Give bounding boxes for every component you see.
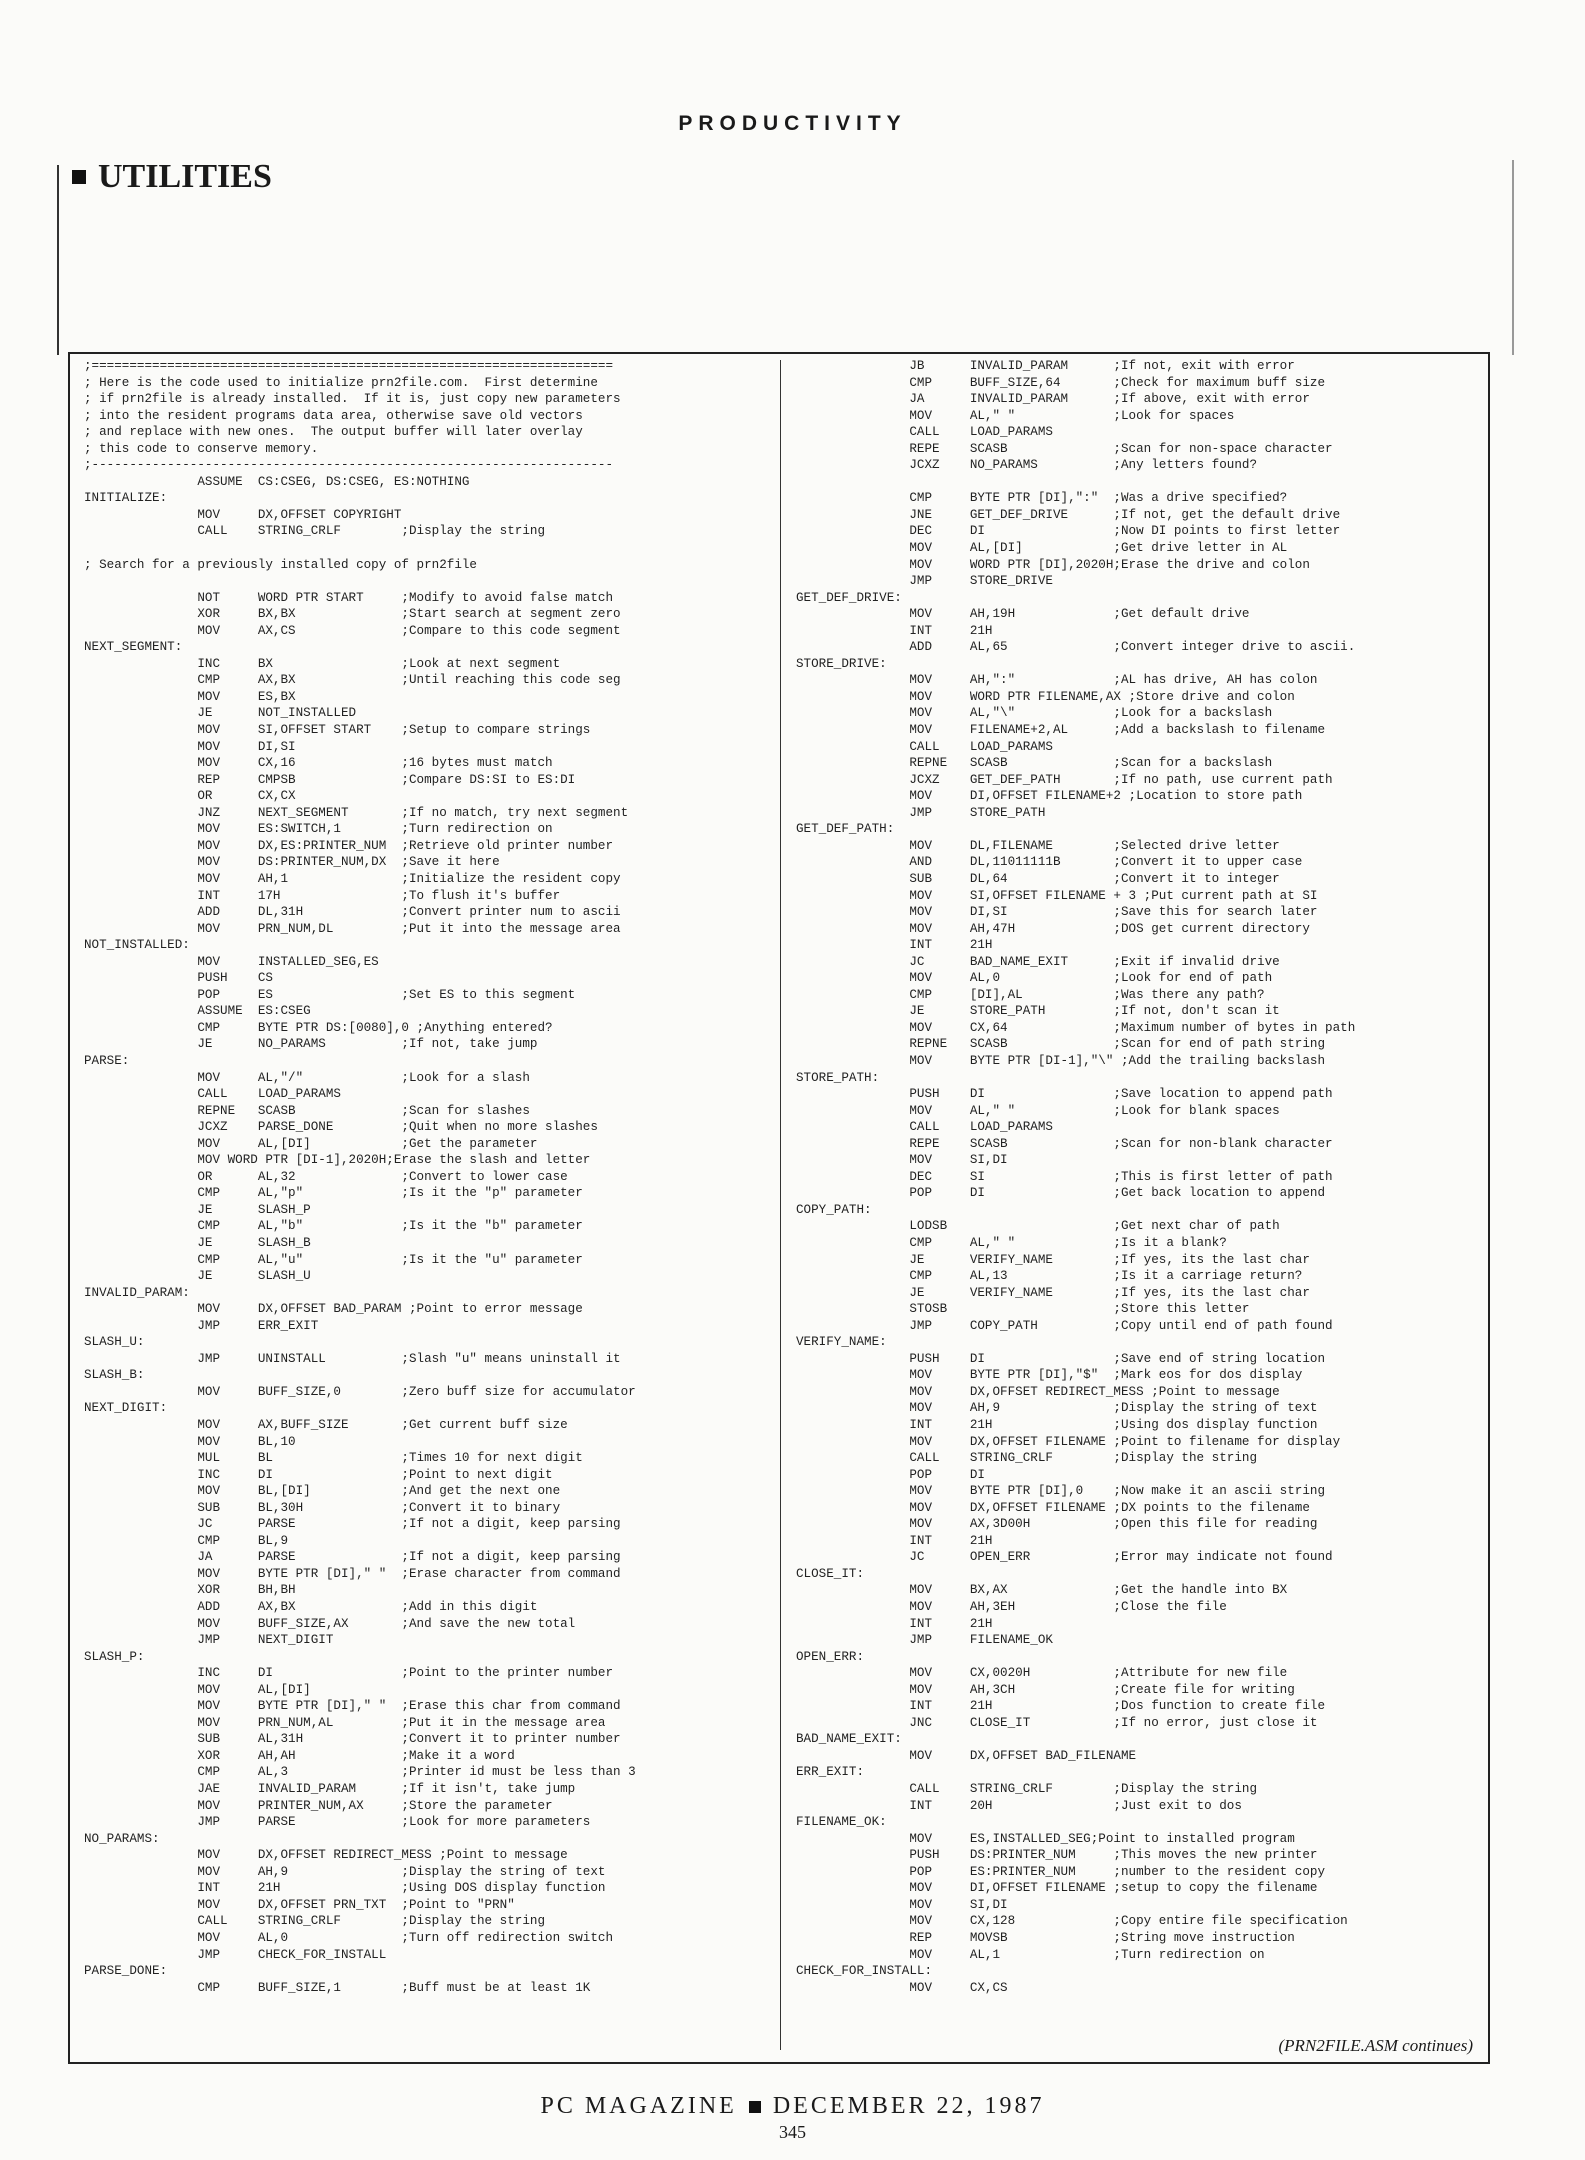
department-heading — [72, 158, 272, 196]
issue-date: DECEMBER 22, 1987 — [772, 2093, 1045, 2119]
magazine-name: PC MAGAZINE — [540, 2093, 737, 2119]
right-rule — [1512, 160, 1514, 355]
page-footer — [0, 2093, 1585, 2120]
column-divider — [780, 360, 781, 2050]
continues-note: (PRN2FILE.ASM continues) — [1278, 2036, 1473, 2055]
code-column-right: JB INVALID_PARAM ;If not, exit with error CMP BUFF_SIZE,64 ;Check for maximum buff size JA INVALID_PARAM ;If above, exit with error MOV AL," " ;Look for spaces CALL LOAD_PARAMS REPE SCASB ;Scan for non-space character JCXZ NO_PARAMS ;Any letters found? CMP BYTE PTR [DI],":" ;Was a drive specified? JNE GET_DEF_DRIVE ;If not, get the default drive DEC DI ;Now DI points to first letter MOV AL,[DI] ;Get drive letter in AL MOV WORD PTR [DI],2020H;Erase the drive and colon JMP STORE_DRIVE GET_DEF_DRIVE: MOV AH,19H ;Get default drive INT 21H ADD AL,65 ;Convert integer drive to ascii. STORE_DRIVE: MOV AH,":" ;AL has drive, AH has colon MOV WORD PTR FILENAME,AX ;Store drive and colon MOV AL,"\" ;Look for a backslash MOV FILENAME+2,AL ;Add a backslash to filename CALL LOAD_PARAMS REPNE SCASB ;Scan for a backslash JCXZ GET_DEF_PATH ;If no path, use current path MOV DI,OFFSET FILENAME+2 ;Location to store path JMP STORE_PATH GET_DEF_PATH: MOV DL,FILENAME ;Selected drive letter AND DL,11011111B ;Convert it to upper case SUB DL,64 ;Convert it to integer MOV SI,OFFSET FILENAME + 3 ;Put current path at SI MOV DI,SI ;Save this for search later MOV AH,47H ;DOS get current directory INT 21H JC BAD_NAME_EXIT ;Exit if invalid drive MOV AL,0 ;Look for end of path CMP [DI],AL ;Was there any path? JE STORE_PATH ;If not, don't scan it MOV CX,64 ;Maximum number of bytes in path REPNE SCASB ;Scan for end of path string MOV BYTE PTR [DI-1],"\" ;Add the trailing backslash STORE_PATH: PUSH DI ;Save location to append path MOV AL," " ;Look for blank spaces CALL LOAD_PARAMS REPE SCASB ;Scan for non-blank character MOV SI,DI DEC SI ;This is first letter of path POP DI ;Get back location to append COPY_PATH: LODSB ;Get next char of path CMP AL," " ;Is it a blank? JE VERIFY_NAME ;If yes, its the last char CMP AL,13 ;Is it a carriage return? JE VERIFY_NAME ;If yes, its the last char STOSB ;Store this letter JMP COPY_PATH ;Copy until end of path found VERIFY_NAME: PUSH DI ;Save end of string location MOV BYTE PTR [DI],"$" ;Mark eos for dos display MOV DX,OFFSET REDIRECT_MESS ;Point to message MOV AH,9 ;Display the string of text INT 21H ;Using dos display function MOV DX,OFFSET FILENAME ;Point to filename for display CALL STRING_CRLF ;Display the string POP DI MOV BYTE PTR [DI],0 ;Now make it an ascii string MOV DX,OFFSET FILENAME ;DX points to the filename MOV AX,3D00H ;Open this file for reading INT 21H JC OPEN_ERR ;Error may indicate not found CLOSE_IT: MOV BX,AX ;Get the handle into BX MOV AH,3EH ;Close the file INT 21H JMP FILENAME_OK OPEN_ERR: MOV CX,0020H ;Attribute for new file MOV AH,3CH ;Create file for writing INT 21H ;Dos function to create file JNC CLOSE_IT ;If no error, just close it BAD_NAME_EXIT: MOV DX,OFFSET BAD_FILENAME ERR_EXIT: CALL STRING_CRLF ;Display the string INT 20H ;Just exit to dos FILENAME_OK: MOV ES,INSTALLED_SEG;Point to installed program PUSH DS:PRINTER_NUM ;This moves the new printer POP ES:PRINTER_NUM ;number to the resident copy MOV DI,OFFSET FILENAME ;setup to copy the filename MOV SI,DI MOV CX,128 ;Copy entire file specification REP MOVSB ;String move instruction MOV AL,1 ;Turn redirection on CHECK_FOR_INSTALL: MOV CX,CS — [796, 359, 1356, 1995]
code-column-left: ;===================================================================== ; Here is the code used to initialize prn2file.com. First determine ; if prn2file is already installed. If it is, just copy new parameters ; into the resident programs data area, otherwise save old vectors ; and replace with new ones. The output buffer will later overlay ; this code to conserve memory. ;--------------------------------------------------------------------- ASSUME CS:CSEG, DS:CSEG, ES:NOTHING INITIALIZE: MOV DX,OFFSET COPYRIGHT CALL STRING_CRLF ;Display the string ; Search for a previously installed copy of prn2file NOT WORD PTR START ;Modify to avoid false match XOR BX,BX ;Start search at segment zero MOV AX,CS ;Compare to this code segment NEXT_SEGMENT: INC BX ;Look at next segment CMP AX,BX ;Until reaching this code seg MOV ES,BX JE NOT_INSTALLED MOV SI,OFFSET START ;Setup to compare strings MOV DI,SI MOV CX,16 ;16 bytes must match REP CMPSB ;Compare DS:SI to ES:DI OR CX,CX JNZ NEXT_SEGMENT ;If no match, try next segment MOV ES:SWITCH,1 ;Turn redirection on MOV DX,ES:PRINTER_NUM ;Retrieve old printer number MOV DS:PRINTER_NUM,DX ;Save it here MOV AH,1 ;Initialize the resident copy INT 17H ;To flush it's buffer ADD DL,31H ;Convert printer num to ascii MOV PRN_NUM,DL ;Put it into the message area NOT_INSTALLED: MOV INSTALLED_SEG,ES PUSH CS POP ES ;Set ES to this segment ASSUME ES:CSEG CMP BYTE PTR DS:[0080],0 ;Anything entered? JE NO_PARAMS ;If not, take jump PARSE: MOV AL,"/" ;Look for a slash CALL LOAD_PARAMS REPNE SCASB ;Scan for slashes JCXZ PARSE_DONE ;Quit when no more slashes MOV AL,[DI] ;Get the parameter MOV WORD PTR [DI-1],2020H;Erase the slash and letter OR AL,32 ;Convert to lower case CMP AL,"p" ;Is it the "p" parameter JE SLASH_P CMP AL,"b" ;Is it the "b" parameter JE SLASH_B CMP AL,"u" ;Is it the "u" parameter JE SLASH_U INVALID_PARAM: MOV DX,OFFSET BAD_PARAM ;Point to error message JMP ERR_EXIT SLASH_U: JMP UNINSTALL ;Slash "u" means uninstall it SLASH_B: MOV BUFF_SIZE,0 ;Zero buff size for accumulator NEXT_DIGIT: MOV AX,BUFF_SIZE ;Get current buff size MOV BL,10 MUL BL ;Times 10 for next digit INC DI ;Point to next digit MOV BL,[DI] ;And get the next one SUB BL,30H ;Convert it to binary JC PARSE ;If not a digit, keep parsing CMP BL,9 JA PARSE ;If not a digit, keep parsing MOV BYTE PTR [DI]," " ;Erase character from command XOR BH,BH ADD AX,BX ;Add in this digit MOV BUFF_SIZE,AX ;And save the new total JMP NEXT_DIGIT SLASH_P: INC DI ;Point to the printer number MOV AL,[DI] MOV BYTE PTR [DI]," " ;Erase this char from command MOV PRN_NUM,AL ;Put it in the message area SUB AL,31H ;Convert it to printer number XOR AH,AH ;Make it a word CMP AL,3 ;Printer id must be less than 3 JAE INVALID_PARAM ;If it isn't, take jump MOV PRINTER_NUM,AX ;Store the parameter JMP PARSE ;Look for more parameters NO_PARAMS: MOV DX,OFFSET REDIRECT_MESS ;Point to message MOV AH,9 ;Display the string of text INT 21H ;Using DOS display function MOV DX,OFFSET PRN_TXT ;Point to "PRN" CALL STRING_CRLF ;Display the string MOV AL,0 ;Turn off redirection switch JMP CHECK_FOR_INSTALL PARSE_DONE: CMP BUFF_SIZE,1 ;Buff must be at least 1K — [84, 359, 636, 1995]
separator-square-icon — [749, 2101, 761, 2113]
page-number: 345 — [779, 2122, 806, 2142]
section-label: PRODUCTIVITY — [678, 112, 907, 135]
bullet-square-icon — [72, 170, 86, 184]
heading-text: UTILITIES — [98, 158, 272, 195]
left-rule — [57, 165, 59, 355]
